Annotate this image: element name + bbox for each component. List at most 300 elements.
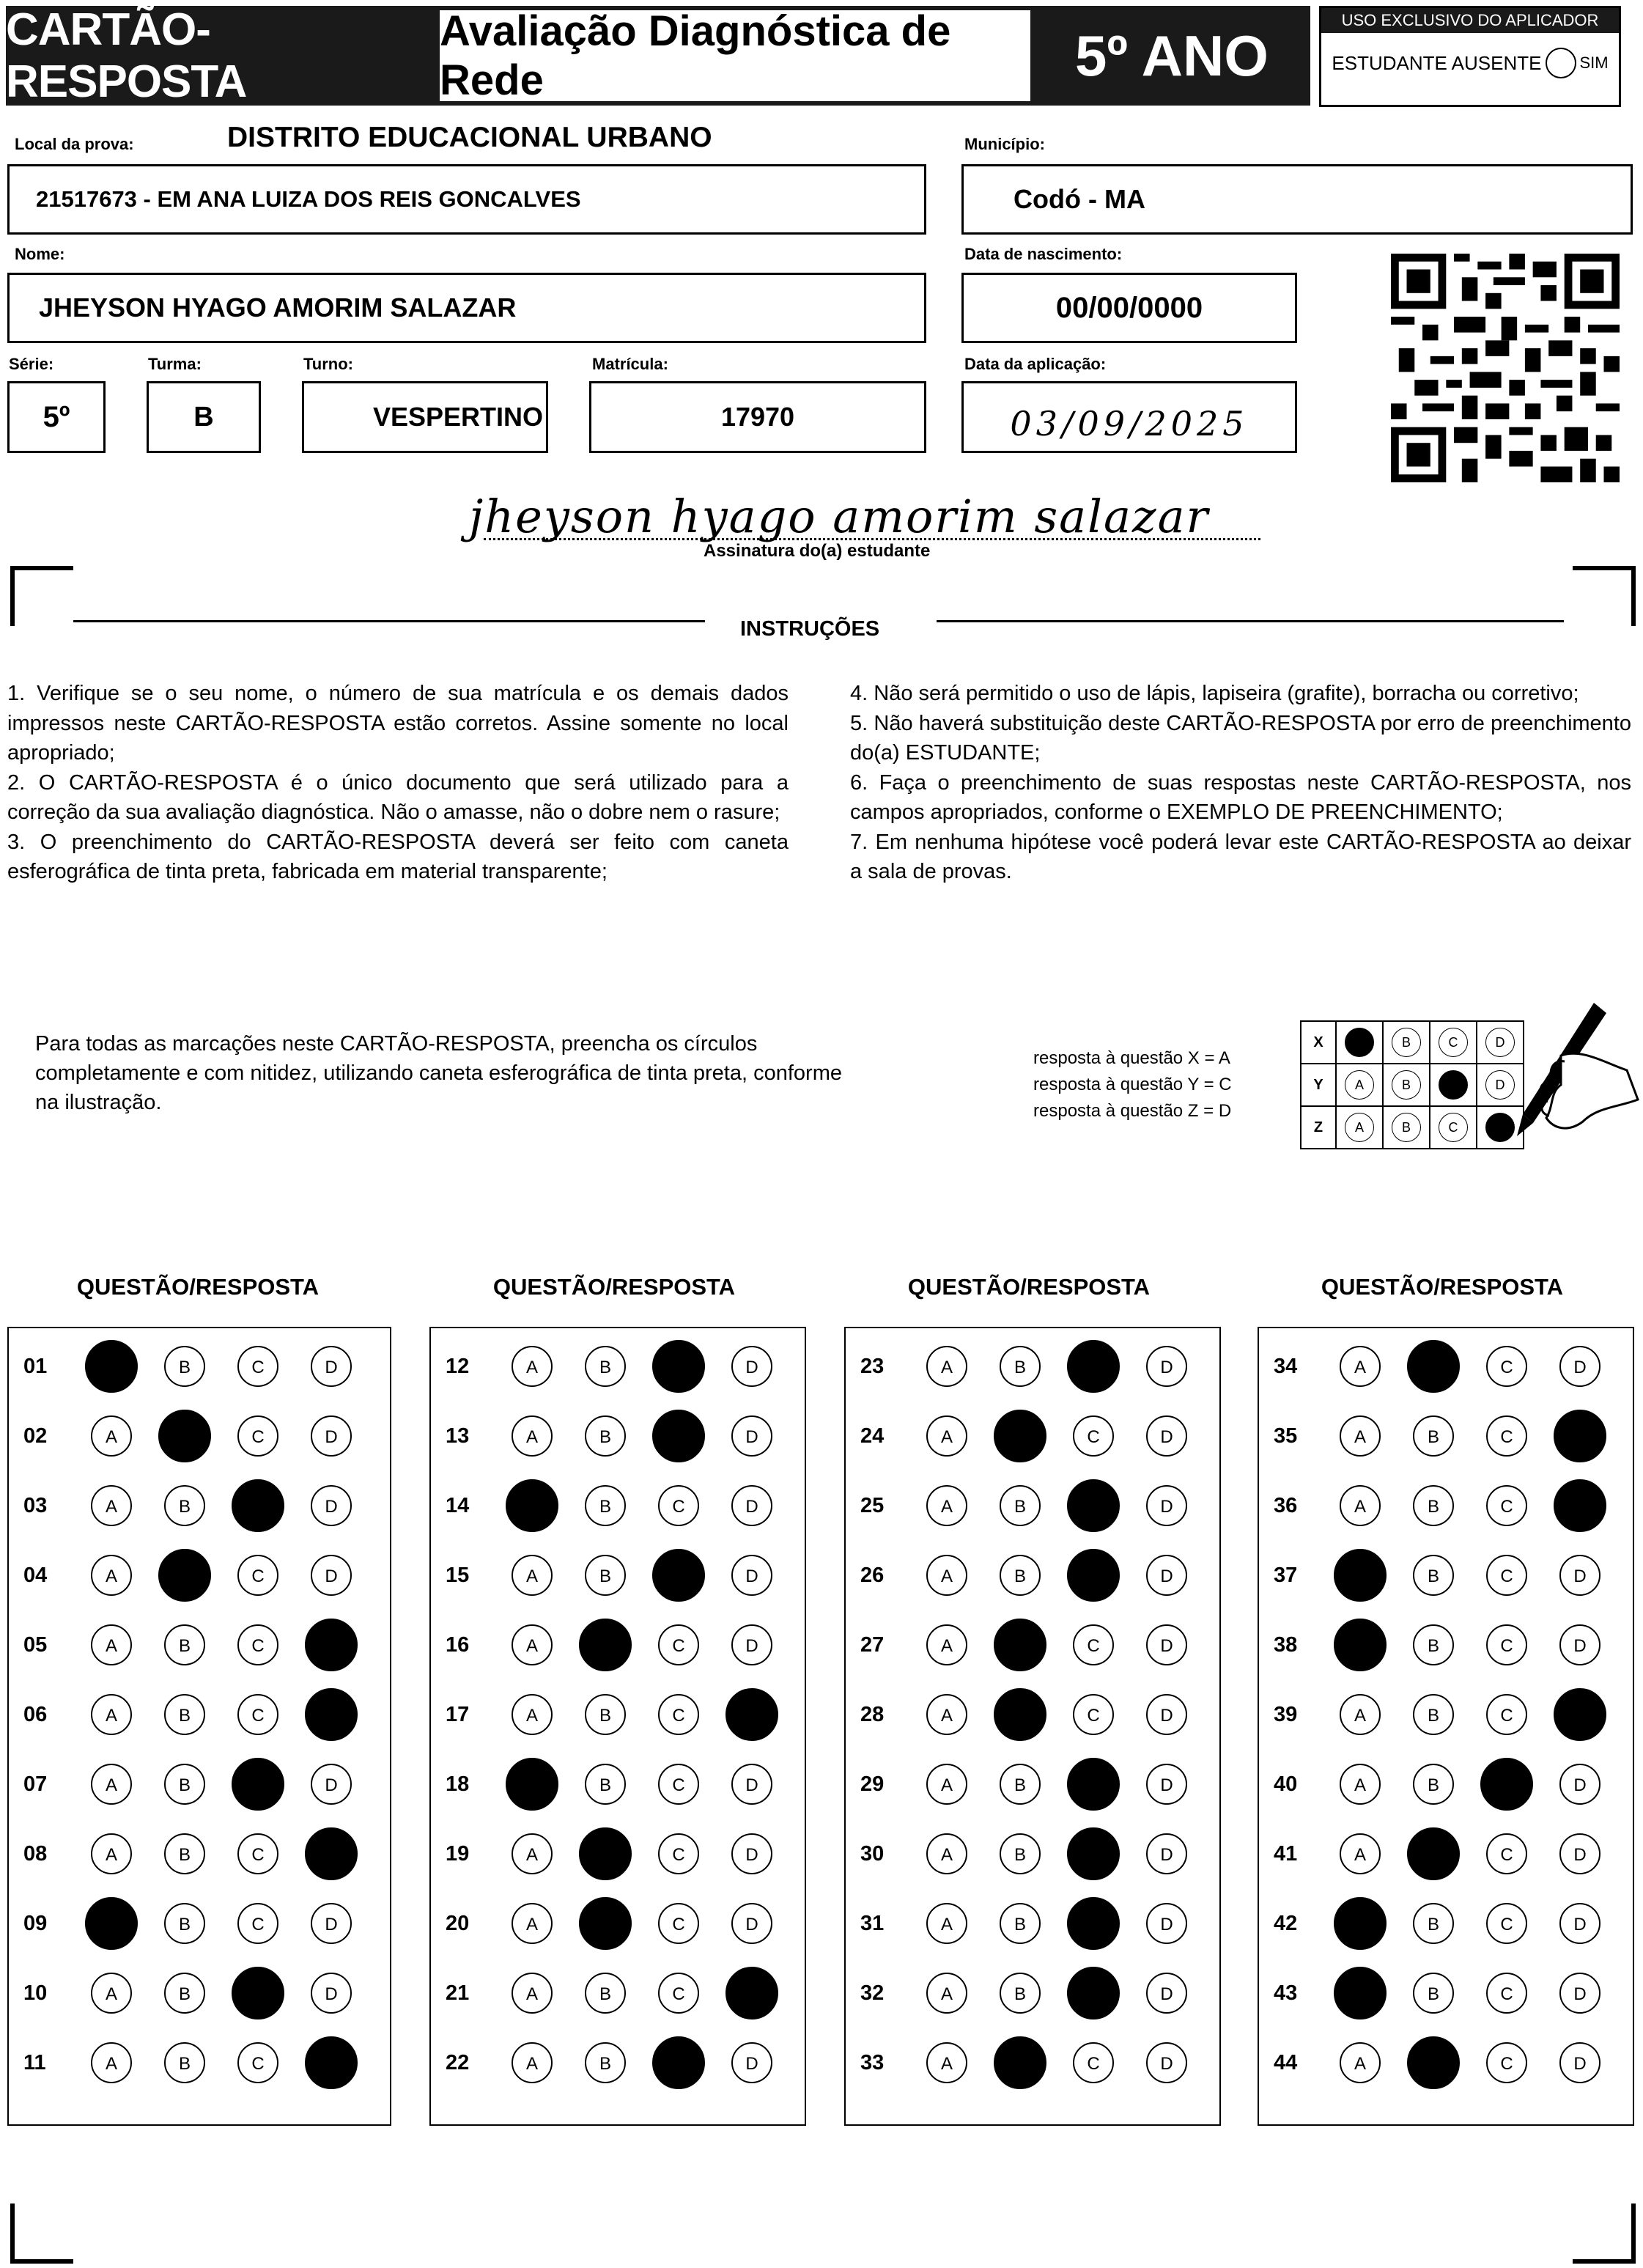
answer-bubble-33-a[interactable]: A bbox=[926, 2042, 967, 2083]
question-row-41 bbox=[1259, 1830, 1633, 1877]
answer-bubble-21-c[interactable]: C bbox=[658, 1973, 699, 2014]
answer-bubble-19-d[interactable]: D bbox=[731, 1833, 772, 1874]
question-row-42 bbox=[1259, 1900, 1633, 1947]
answer-bubble-05-a[interactable]: A bbox=[91, 1624, 132, 1665]
answer-bubble-31-b[interactable]: B bbox=[1000, 1903, 1041, 1944]
question-number: 32 bbox=[860, 1981, 885, 2005]
answer-bubble-32-a[interactable]: A bbox=[926, 1973, 967, 2014]
answer-bubble-23-c[interactable]: C bbox=[1067, 1340, 1120, 1393]
answer-bubble-38-a[interactable]: A bbox=[1334, 1619, 1387, 1671]
answer-bubble-22-d[interactable]: D bbox=[731, 2042, 772, 2083]
answer-bubble-14-d[interactable]: D bbox=[731, 1485, 772, 1526]
answer-bubble-23-d[interactable]: D bbox=[1146, 1346, 1187, 1387]
question-number: 26 bbox=[860, 1563, 885, 1587]
answer-bubble-40-c[interactable]: C bbox=[1480, 1758, 1533, 1811]
answer-bubble-06-c[interactable]: C bbox=[237, 1694, 278, 1735]
answer-bubble-22-a[interactable]: A bbox=[512, 2042, 553, 2083]
answer-bubble-41-a[interactable]: A bbox=[1340, 1833, 1381, 1874]
answer-bubble-29-a[interactable]: A bbox=[926, 1764, 967, 1805]
answer-bubble-34-d[interactable]: D bbox=[1559, 1346, 1600, 1387]
question-row-31 bbox=[846, 1900, 1219, 1947]
answer-bubble-07-a[interactable]: A bbox=[91, 1764, 132, 1805]
question-row-11 bbox=[9, 2039, 390, 2086]
answer-bubble-28-d[interactable]: D bbox=[1146, 1694, 1187, 1735]
answer-bubble-17-b[interactable]: B bbox=[585, 1694, 626, 1735]
answer-bubble-23-b[interactable]: B bbox=[1000, 1346, 1041, 1387]
answer-panel-2 bbox=[429, 1327, 806, 2126]
answer-bubble-11-c[interactable]: C bbox=[237, 2042, 278, 2083]
answer-bubble-20-a[interactable]: A bbox=[512, 1903, 553, 1944]
example-bubble-b: B bbox=[1392, 1070, 1421, 1100]
question-row-09 bbox=[9, 1900, 390, 1947]
answer-bubble-12-a[interactable]: A bbox=[512, 1346, 553, 1387]
question-number: 35 bbox=[1274, 1424, 1298, 1448]
answer-bubble-14-c[interactable]: C bbox=[658, 1485, 699, 1526]
answer-bubble-30-a[interactable]: A bbox=[926, 1833, 967, 1874]
answer-bubble-43-c[interactable]: C bbox=[1486, 1973, 1527, 2014]
question-number: 43 bbox=[1274, 1981, 1298, 2005]
answer-bubble-36-d[interactable]: D bbox=[1554, 1479, 1606, 1532]
question-number: 40 bbox=[1274, 1772, 1298, 1796]
question-row-22 bbox=[431, 2039, 805, 2086]
answer-bubble-30-c[interactable]: C bbox=[1067, 1827, 1120, 1880]
matricula-label: Matrícula: bbox=[592, 355, 668, 373]
answer-bubble-12-d[interactable]: D bbox=[731, 1346, 772, 1387]
answer-bubble-01-c[interactable]: C bbox=[237, 1346, 278, 1387]
answer-bubble-18-a[interactable]: A bbox=[506, 1758, 558, 1811]
instruction-1: 1. Verifique se o seu nome, o número de sua matrícula e os demais dados impressos neste CARTÃO-RESPOSTA estão corretos. Assine somente no local apropriado; bbox=[7, 682, 789, 765]
example-cell bbox=[1430, 1064, 1477, 1106]
school-field bbox=[7, 164, 926, 235]
answer-bubble-13-d[interactable]: D bbox=[731, 1415, 772, 1457]
question-row-04 bbox=[9, 1552, 390, 1599]
answer-bubble-22-c[interactable]: C bbox=[652, 2036, 705, 2089]
answer-bubble-39-a[interactable]: A bbox=[1340, 1694, 1381, 1735]
corner-mark-top-right bbox=[1573, 566, 1636, 626]
answer-bubble-33-c[interactable]: C bbox=[1073, 2042, 1114, 2083]
answer-bubble-24-c[interactable]: C bbox=[1073, 1415, 1114, 1457]
answer-bubble-19-b[interactable]: B bbox=[579, 1827, 632, 1880]
instruction-6: 6. Faça o preenchimento de suas respostas neste CARTÃO-RESPOSTA, nos campos apropriados, conforme o EXEMPLO DE PREENCHIMENTO; bbox=[850, 770, 1631, 824]
question-number: 11 bbox=[23, 2050, 46, 2074]
answer-bubble-37-c[interactable]: C bbox=[1486, 1555, 1527, 1596]
question-number: 22 bbox=[446, 2050, 470, 2074]
answer-bubble-30-d[interactable]: D bbox=[1146, 1833, 1187, 1874]
question-number: 31 bbox=[860, 1911, 885, 1935]
example-row-label: Z bbox=[1301, 1106, 1336, 1149]
question-number: 21 bbox=[446, 1981, 470, 2005]
answer-bubble-33-d[interactable]: D bbox=[1146, 2042, 1187, 2083]
answer-bubble-25-c[interactable]: C bbox=[1067, 1479, 1120, 1532]
corner-mark-bottom-left bbox=[10, 2203, 73, 2264]
answer-bubble-13-b[interactable]: B bbox=[585, 1415, 626, 1457]
answer-bubble-04-b[interactable]: B bbox=[158, 1549, 211, 1602]
question-row-27 bbox=[846, 1621, 1219, 1668]
question-row-18 bbox=[431, 1761, 805, 1808]
answer-bubble-01-b[interactable]: B bbox=[164, 1346, 205, 1387]
question-row-35 bbox=[1259, 1413, 1633, 1459]
answer-bubble-21-b[interactable]: B bbox=[585, 1973, 626, 2014]
answer-bubble-13-c[interactable]: C bbox=[652, 1410, 705, 1462]
answer-bubble-26-c[interactable]: C bbox=[1067, 1549, 1120, 1602]
example-cell bbox=[1430, 1106, 1477, 1149]
pen-hand-illustration bbox=[1480, 997, 1642, 1144]
card-title: CARTÃO-RESPOSTA bbox=[6, 6, 438, 106]
question-number: 24 bbox=[860, 1424, 885, 1448]
answer-bubble-25-b[interactable]: B bbox=[1000, 1485, 1041, 1526]
question-row-37 bbox=[1259, 1552, 1633, 1599]
question-row-28 bbox=[846, 1691, 1219, 1738]
question-number: 20 bbox=[446, 1911, 470, 1935]
answer-bubble-42-d[interactable]: D bbox=[1559, 1903, 1600, 1944]
answer-bubble-02-b[interactable]: B bbox=[158, 1410, 211, 1462]
example-bubble-a: A bbox=[1345, 1113, 1374, 1142]
answer-bubble-08-a[interactable]: A bbox=[91, 1833, 132, 1874]
question-row-13 bbox=[431, 1413, 805, 1459]
nome-value: JHEYSON HYAGO AMORIM SALAZAR bbox=[39, 292, 517, 323]
answer-bubble-05-c[interactable]: C bbox=[237, 1624, 278, 1665]
answer-panel-3 bbox=[844, 1327, 1221, 2126]
instruction-3: 3. O preenchimento do CARTÃO-RESPOSTA deverá ser feito com caneta esferográfica de tinta preta, fabricada em material transparente; bbox=[7, 830, 789, 883]
question-number: 02 bbox=[23, 1424, 48, 1448]
instruction-4: 4. Não será permitido o uso de lápis, lapiseira (grafite), borracha ou corretivo; bbox=[850, 682, 1579, 705]
question-number: 01 bbox=[23, 1354, 48, 1378]
answer-bubble-44-c[interactable]: C bbox=[1486, 2042, 1527, 2083]
question-number: 04 bbox=[23, 1563, 48, 1587]
answer-bubble-10-b[interactable]: B bbox=[164, 1973, 205, 2014]
answer-bubble-12-c[interactable]: C bbox=[652, 1340, 705, 1393]
example-cell bbox=[1383, 1021, 1430, 1064]
answer-bubble-01-a[interactable]: A bbox=[85, 1340, 138, 1393]
answer-bubble-36-b[interactable]: B bbox=[1413, 1485, 1454, 1526]
answer-bubble-09-a[interactable]: A bbox=[85, 1897, 138, 1950]
answer-bubble-32-c[interactable]: C bbox=[1067, 1967, 1120, 2020]
question-row-26 bbox=[846, 1552, 1219, 1599]
answer-bubble-25-a[interactable]: A bbox=[926, 1485, 967, 1526]
question-number: 41 bbox=[1274, 1841, 1298, 1866]
answer-bubble-43-b[interactable]: B bbox=[1413, 1973, 1454, 2014]
answer-bubble-42-a[interactable]: A bbox=[1334, 1897, 1387, 1950]
answer-bubble-33-b[interactable]: B bbox=[994, 2036, 1046, 2089]
answer-bubble-11-b[interactable]: B bbox=[164, 2042, 205, 2083]
answer-header-4: QUESTÃO/RESPOSTA bbox=[1321, 1274, 1564, 1300]
answer-bubble-02-c[interactable]: C bbox=[237, 1415, 278, 1457]
answer-bubble-24-a[interactable]: A bbox=[926, 1415, 967, 1457]
answer-bubble-42-c[interactable]: C bbox=[1486, 1903, 1527, 1944]
answer-bubble-17-a[interactable]: A bbox=[512, 1694, 553, 1735]
answer-bubble-14-a[interactable]: A bbox=[506, 1479, 558, 1532]
instruction-7: 7. Em nenhuma hipótese você poderá levar este CARTÃO-RESPOSTA ao deixar a sala de provas. bbox=[850, 830, 1631, 883]
answer-bubble-16-b[interactable]: B bbox=[579, 1619, 632, 1671]
answer-bubble-37-b[interactable]: B bbox=[1413, 1555, 1454, 1596]
answer-bubble-24-d[interactable]: D bbox=[1146, 1415, 1187, 1457]
answer-bubble-29-c[interactable]: C bbox=[1067, 1758, 1120, 1811]
answer-bubble-32-b[interactable]: B bbox=[1000, 1973, 1041, 2014]
answer-panel-1 bbox=[7, 1327, 391, 2126]
question-row-30 bbox=[846, 1830, 1219, 1877]
answer-bubble-20-b[interactable]: B bbox=[579, 1897, 632, 1950]
answer-bubble-10-c[interactable]: C bbox=[232, 1967, 284, 2020]
answer-bubble-35-c[interactable]: C bbox=[1486, 1415, 1527, 1457]
answer-bubble-36-c[interactable]: C bbox=[1486, 1485, 1527, 1526]
answer-bubble-34-c[interactable]: C bbox=[1486, 1346, 1527, 1387]
answer-bubble-11-d[interactable]: D bbox=[305, 2036, 358, 2089]
school-value: 21517673 - EM ANA LUIZA DOS REIS GONCALVES bbox=[36, 186, 581, 212]
answer-bubble-09-d[interactable]: D bbox=[311, 1903, 352, 1944]
absent-label: ESTUDANTE AUSENTE bbox=[1332, 51, 1542, 74]
turma-field bbox=[147, 381, 261, 453]
question-number: 16 bbox=[446, 1632, 470, 1657]
question-number: 39 bbox=[1274, 1702, 1298, 1726]
instructions-rule-right bbox=[937, 620, 1564, 622]
answer-bubble-38-d[interactable]: D bbox=[1559, 1624, 1600, 1665]
answer-bubble-05-d[interactable]: D bbox=[305, 1619, 358, 1671]
answer-bubble-21-a[interactable]: A bbox=[512, 1973, 553, 2014]
answer-bubble-27-c[interactable]: C bbox=[1073, 1624, 1114, 1665]
answer-bubble-15-a[interactable]: A bbox=[512, 1555, 553, 1596]
question-row-17 bbox=[431, 1691, 805, 1738]
answer-bubble-06-a[interactable]: A bbox=[91, 1694, 132, 1735]
answer-bubble-20-d[interactable]: D bbox=[731, 1903, 772, 1944]
district-name: DISTRITO EDUCACIONAL URBANO bbox=[227, 122, 712, 153]
serie-label: Série: bbox=[9, 355, 54, 373]
answer-bubble-26-a[interactable]: A bbox=[926, 1555, 967, 1596]
answer-panel-4 bbox=[1258, 1327, 1634, 2126]
answer-bubble-39-d[interactable]: D bbox=[1554, 1688, 1606, 1741]
question-number: 15 bbox=[446, 1563, 470, 1587]
municipio-value: Codó - MA bbox=[1014, 184, 1145, 214]
nascimento-field bbox=[961, 273, 1297, 343]
answer-bubble-17-d[interactable]: D bbox=[725, 1688, 778, 1741]
question-row-34 bbox=[1259, 1343, 1633, 1390]
question-number: 19 bbox=[446, 1841, 470, 1866]
answer-bubble-39-c[interactable]: C bbox=[1486, 1694, 1527, 1735]
question-number: 03 bbox=[23, 1493, 48, 1517]
answer-bubble-03-b[interactable]: B bbox=[164, 1485, 205, 1526]
answer-bubble-02-a[interactable]: A bbox=[91, 1415, 132, 1457]
answer-bubble-01-d[interactable]: D bbox=[311, 1346, 352, 1387]
corner-mark-top-left bbox=[10, 566, 73, 626]
answer-bubble-17-c[interactable]: C bbox=[658, 1694, 699, 1735]
answer-bubble-44-a[interactable]: A bbox=[1340, 2042, 1381, 2083]
question-row-12 bbox=[431, 1343, 805, 1390]
answer-bubble-15-d[interactable]: D bbox=[731, 1555, 772, 1596]
answer-bubble-15-b[interactable]: B bbox=[585, 1555, 626, 1596]
answer-bubble-08-b[interactable]: B bbox=[164, 1833, 205, 1874]
answer-bubble-44-b[interactable]: B bbox=[1407, 2036, 1460, 2089]
example-bubble-d: D bbox=[1485, 1028, 1515, 1057]
example-legend bbox=[1033, 1045, 1232, 1124]
answer-bubble-41-c[interactable]: C bbox=[1486, 1833, 1527, 1874]
example-cell bbox=[1383, 1064, 1430, 1106]
answer-bubble-07-d[interactable]: D bbox=[311, 1764, 352, 1805]
question-row-21 bbox=[431, 1970, 805, 2017]
answer-bubble-40-d[interactable]: D bbox=[1559, 1764, 1600, 1805]
question-row-44 bbox=[1259, 2039, 1633, 2086]
answer-bubble-10-d[interactable]: D bbox=[311, 1973, 352, 2014]
answer-bubble-24-b[interactable]: B bbox=[994, 1410, 1046, 1462]
answer-bubble-29-d[interactable]: D bbox=[1146, 1764, 1187, 1805]
question-row-20 bbox=[431, 1900, 805, 1947]
instructions-left bbox=[7, 679, 789, 887]
answer-bubble-28-b[interactable]: B bbox=[994, 1688, 1046, 1741]
question-number: 14 bbox=[446, 1493, 470, 1517]
answer-bubble-40-b[interactable]: B bbox=[1413, 1764, 1454, 1805]
answer-bubble-07-c[interactable]: C bbox=[232, 1758, 284, 1811]
question-row-33 bbox=[846, 2039, 1219, 2086]
answer-bubble-39-b[interactable]: B bbox=[1413, 1694, 1454, 1735]
answer-bubble-27-b[interactable]: B bbox=[994, 1619, 1046, 1671]
question-row-24 bbox=[846, 1413, 1219, 1459]
question-number: 13 bbox=[446, 1424, 470, 1448]
answer-bubble-09-c[interactable]: C bbox=[237, 1903, 278, 1944]
aplicacao-label: Data da aplicação: bbox=[964, 355, 1107, 373]
question-row-25 bbox=[846, 1482, 1219, 1529]
answer-bubble-31-d[interactable]: D bbox=[1146, 1903, 1187, 1944]
example-bubble-b: B bbox=[1392, 1113, 1421, 1142]
answer-bubble-20-c[interactable]: C bbox=[658, 1903, 699, 1944]
example-cell bbox=[1336, 1106, 1383, 1149]
question-number: 33 bbox=[860, 2050, 885, 2074]
answer-bubble-43-a[interactable]: A bbox=[1334, 1967, 1387, 2020]
question-number: 38 bbox=[1274, 1632, 1298, 1657]
question-number: 18 bbox=[446, 1772, 470, 1796]
answer-bubble-04-c[interactable]: C bbox=[237, 1555, 278, 1596]
answer-bubble-18-d[interactable]: D bbox=[731, 1764, 772, 1805]
nome-label: Nome: bbox=[15, 245, 65, 263]
answer-bubble-27-d[interactable]: D bbox=[1146, 1624, 1187, 1665]
question-number: 23 bbox=[860, 1354, 885, 1378]
answer-bubble-06-d[interactable]: D bbox=[305, 1688, 358, 1741]
answer-bubble-11-a[interactable]: A bbox=[91, 2042, 132, 2083]
answer-bubble-05-b[interactable]: B bbox=[164, 1624, 205, 1665]
answer-bubble-19-a[interactable]: A bbox=[512, 1833, 553, 1874]
answer-bubble-09-b[interactable]: B bbox=[164, 1903, 205, 1944]
question-row-08 bbox=[9, 1830, 390, 1877]
question-number: 12 bbox=[446, 1354, 470, 1378]
question-number: 34 bbox=[1274, 1354, 1298, 1378]
answer-bubble-36-a[interactable]: A bbox=[1340, 1485, 1381, 1526]
example-bubble-a: A bbox=[1345, 1028, 1374, 1057]
matricula-field bbox=[589, 381, 926, 453]
answer-bubble-18-b[interactable]: B bbox=[585, 1764, 626, 1805]
answer-bubble-18-c[interactable]: C bbox=[658, 1764, 699, 1805]
question-row-38 bbox=[1259, 1621, 1633, 1668]
answer-bubble-40-a[interactable]: A bbox=[1340, 1764, 1381, 1805]
answer-bubble-34-a[interactable]: A bbox=[1340, 1346, 1381, 1387]
answer-bubble-44-d[interactable]: D bbox=[1559, 2042, 1600, 2083]
answer-bubble-31-c[interactable]: C bbox=[1067, 1897, 1120, 1950]
answer-bubble-41-b[interactable]: B bbox=[1407, 1827, 1460, 1880]
example-cell bbox=[1336, 1021, 1383, 1064]
answer-bubble-27-a[interactable]: A bbox=[926, 1624, 967, 1665]
question-number: 07 bbox=[23, 1772, 48, 1796]
signature-handwriting: jheyson hyago amorim salazar bbox=[469, 490, 1210, 543]
answer-bubble-34-b[interactable]: B bbox=[1407, 1340, 1460, 1393]
answer-bubble-30-b[interactable]: B bbox=[1000, 1833, 1041, 1874]
answer-bubble-16-a[interactable]: A bbox=[512, 1624, 553, 1665]
answer-bubble-10-a[interactable]: A bbox=[91, 1973, 132, 2014]
answer-bubble-08-c[interactable]: C bbox=[237, 1833, 278, 1874]
answer-bubble-35-d[interactable]: D bbox=[1554, 1410, 1606, 1462]
answer-bubble-04-d[interactable]: D bbox=[311, 1555, 352, 1596]
answer-bubble-19-c[interactable]: C bbox=[658, 1833, 699, 1874]
answer-bubble-37-a[interactable]: A bbox=[1334, 1549, 1387, 1602]
question-row-15 bbox=[431, 1552, 805, 1599]
answer-bubble-03-d[interactable]: D bbox=[311, 1485, 352, 1526]
answer-bubble-37-d[interactable]: D bbox=[1559, 1555, 1600, 1596]
question-number: 37 bbox=[1274, 1563, 1298, 1587]
example-bubble-c: C bbox=[1439, 1113, 1468, 1142]
answer-bubble-15-c[interactable]: C bbox=[652, 1549, 705, 1602]
question-row-36 bbox=[1259, 1482, 1633, 1529]
answer-bubble-03-a[interactable]: A bbox=[91, 1485, 132, 1526]
answer-bubble-06-b[interactable]: B bbox=[164, 1694, 205, 1735]
answer-bubble-28-c[interactable]: C bbox=[1073, 1694, 1114, 1735]
answer-bubble-43-d[interactable]: D bbox=[1559, 1973, 1600, 2014]
municipio-field bbox=[961, 164, 1633, 235]
example-legend-z: resposta à questão Z = D bbox=[1033, 1101, 1232, 1121]
local-label: Local da prova: bbox=[15, 135, 134, 153]
fill-note: Para todas as marcações neste CARTÃO-RESPOSTA, preencha os círculos completamente e com nitidez, utilizando caneta esferográfica de tinta preta, conforme na ilustração. bbox=[35, 1032, 842, 1114]
question-row-19 bbox=[431, 1830, 805, 1877]
answer-bubble-38-b[interactable]: B bbox=[1413, 1624, 1454, 1665]
example-bubble-a: A bbox=[1345, 1070, 1374, 1100]
answer-bubble-28-a[interactable]: A bbox=[926, 1694, 967, 1735]
answer-bubble-35-a[interactable]: A bbox=[1340, 1415, 1381, 1457]
answer-bubble-35-b[interactable]: B bbox=[1413, 1415, 1454, 1457]
answer-bubble-12-b[interactable]: B bbox=[585, 1346, 626, 1387]
answer-bubble-25-d[interactable]: D bbox=[1146, 1485, 1187, 1526]
question-row-23 bbox=[846, 1343, 1219, 1390]
answer-bubble-38-c[interactable]: C bbox=[1486, 1624, 1527, 1665]
question-row-06 bbox=[9, 1691, 390, 1738]
aplicacao-field bbox=[961, 381, 1297, 453]
answer-bubble-07-b[interactable]: B bbox=[164, 1764, 205, 1805]
answer-bubble-08-d[interactable]: D bbox=[305, 1827, 358, 1880]
question-number: 08 bbox=[23, 1841, 48, 1866]
answer-bubble-16-d[interactable]: D bbox=[731, 1624, 772, 1665]
serie-field bbox=[7, 381, 106, 453]
answer-bubble-16-c[interactable]: C bbox=[658, 1624, 699, 1665]
example-legend-x: resposta à questão X = A bbox=[1033, 1048, 1230, 1068]
answer-bubble-13-a[interactable]: A bbox=[512, 1415, 553, 1457]
question-number: 30 bbox=[860, 1841, 885, 1866]
answer-bubble-14-b[interactable]: B bbox=[585, 1485, 626, 1526]
answer-bubble-04-a[interactable]: A bbox=[91, 1555, 132, 1596]
answer-bubble-23-a[interactable]: A bbox=[926, 1346, 967, 1387]
question-row-14 bbox=[431, 1482, 805, 1529]
answer-bubble-32-d[interactable]: D bbox=[1146, 1973, 1187, 2014]
nascimento-value: 00/00/0000 bbox=[1055, 291, 1203, 324]
example-cell bbox=[1430, 1021, 1477, 1064]
answer-bubble-03-c[interactable]: C bbox=[232, 1479, 284, 1532]
answer-bubble-31-a[interactable]: A bbox=[926, 1903, 967, 1944]
question-number: 44 bbox=[1274, 2050, 1298, 2074]
question-number: 05 bbox=[23, 1632, 48, 1657]
answer-bubble-21-d[interactable]: D bbox=[725, 1967, 778, 2020]
answer-bubble-02-d[interactable]: D bbox=[311, 1415, 352, 1457]
answer-bubble-29-b[interactable]: B bbox=[1000, 1764, 1041, 1805]
answer-bubble-41-d[interactable]: D bbox=[1559, 1833, 1600, 1874]
example-row-label: X bbox=[1301, 1021, 1336, 1064]
answer-bubble-22-b[interactable]: B bbox=[585, 2042, 626, 2083]
answer-bubble-42-b[interactable]: B bbox=[1413, 1903, 1454, 1944]
absent-checkbox[interactable] bbox=[1546, 48, 1576, 78]
answer-bubble-26-d[interactable]: D bbox=[1146, 1555, 1187, 1596]
applicator-box bbox=[1319, 6, 1621, 107]
answer-bubble-26-b[interactable]: B bbox=[1000, 1555, 1041, 1596]
